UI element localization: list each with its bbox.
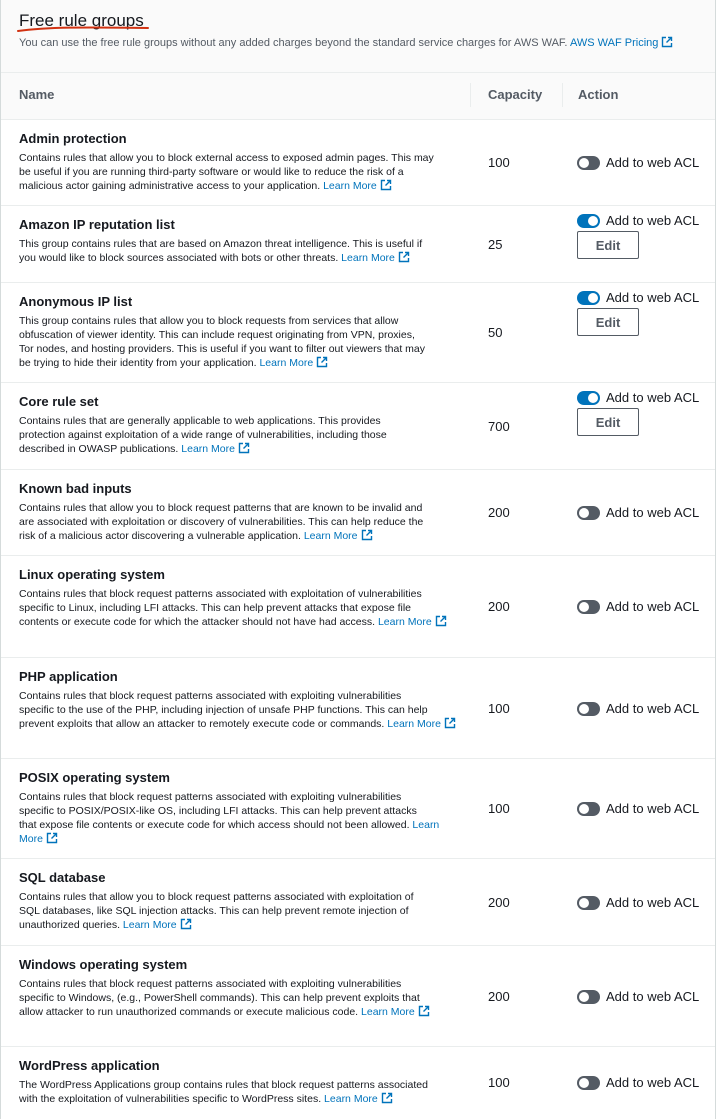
- aws-waf-pricing-link-text: AWS WAF Pricing: [569, 37, 659, 49]
- toggle-knob: [579, 704, 589, 714]
- learn-more-link[interactable]: [259, 357, 328, 369]
- external-link-icon: [238, 442, 250, 454]
- capacity-value: 100: [488, 801, 510, 816]
- add-to-web-acl-toggle[interactable]: [577, 702, 600, 716]
- description-line: Contains rules that allow you to block request patterns associated with exploitation of: [19, 891, 414, 903]
- table-row: [1, 946, 715, 1047]
- column-header-name[interactable]: Name: [19, 87, 55, 102]
- external-link-icon: [661, 36, 673, 48]
- table-row: [1, 206, 715, 283]
- edit-button[interactable]: Edit: [577, 231, 639, 259]
- learn-more-text: Learn More: [361, 1006, 415, 1018]
- rule-group-description: [19, 314, 459, 370]
- learn-more-link[interactable]: [387, 718, 456, 730]
- rule-group-description: [19, 587, 459, 629]
- capacity-value: 100: [488, 700, 510, 716]
- toggle-knob: [579, 158, 589, 168]
- learn-more-text: Learn More: [387, 718, 441, 730]
- add-to-web-acl-label[interactable]: Add to web ACL: [606, 290, 700, 305]
- add-to-web-acl-label[interactable]: Add to web ACL: [606, 1074, 700, 1090]
- add-to-web-acl-label[interactable]: Add to web ACL: [606, 155, 700, 170]
- learn-more-text: Learn More: [259, 357, 314, 369]
- add-to-web-acl-toggle[interactable]: [577, 896, 600, 910]
- toggle-knob: [579, 508, 589, 518]
- rule-group-name: Known bad inputs: [19, 481, 132, 496]
- learn-more-text: Learn More: [323, 180, 377, 192]
- add-to-web-acl-label[interactable]: Add to web ACL: [606, 390, 700, 405]
- description-line: contents or execute code for which the attacker should not have had access. Learn More: [19, 615, 459, 629]
- description-line: obfuscation of viewer identity. This can include request originating from VPN, proxies,: [19, 329, 415, 341]
- description-line: specific to Windows, (e.g., PowerShell commands). This can help prevent exploits that: [19, 992, 420, 1004]
- table-row: [1, 1047, 715, 1118]
- add-to-web-acl-toggle[interactable]: [577, 990, 600, 1004]
- description-line: unauthorized queries. Learn More: [19, 918, 459, 932]
- capacity-value: 100: [488, 1074, 510, 1090]
- rule-group-description: [19, 1078, 459, 1106]
- description-line: Tor nodes, and hosting providers. This is useful if you want to filter out viewers that may: [19, 343, 426, 355]
- add-to-web-acl-toggle[interactable]: [577, 291, 600, 305]
- learn-more-text: Learn More: [324, 1093, 378, 1105]
- edit-button[interactable]: Edit: [577, 308, 639, 336]
- add-to-web-acl-toggle[interactable]: [577, 506, 600, 520]
- rule-group-description: [19, 689, 459, 731]
- description-line: prevent exploits that allow an attacker to remotely execute code or commands. Learn More: [19, 717, 459, 731]
- external-link-icon: [180, 918, 192, 930]
- external-link-icon: [46, 832, 58, 844]
- rule-group-name: Linux operating system: [19, 567, 165, 582]
- learn-more-text: Learn More: [181, 443, 235, 455]
- rule-group-name: PHP application: [19, 669, 118, 684]
- learn-more-text: Learn More: [377, 616, 432, 628]
- rule-group-description: [19, 890, 459, 932]
- rule-group-description: [19, 790, 459, 846]
- edit-button[interactable]: Edit: [577, 408, 639, 436]
- rule-group-description: [19, 414, 459, 456]
- description-line: Contains rules that block request patterns associated with exploitation of vulnerabilities: [19, 588, 422, 600]
- capacity-value: 25: [488, 236, 503, 252]
- capacity-value: 50: [488, 325, 503, 340]
- rule-group-description: [19, 151, 459, 193]
- add-to-web-acl-label[interactable]: Add to web ACL: [606, 599, 700, 614]
- rule-group-description: [19, 977, 459, 1019]
- table-row: [1, 556, 715, 658]
- rule-group-name: POSIX operating system: [19, 770, 170, 785]
- toggle-knob: [579, 602, 589, 612]
- learn-more-text: Learn More: [303, 530, 358, 542]
- capacity-value: 700: [488, 418, 510, 434]
- add-to-web-acl-toggle[interactable]: [577, 391, 600, 405]
- description-line: you would like to block sources associated with bots or other threats. Learn More: [19, 251, 459, 265]
- add-to-web-acl-toggle[interactable]: [577, 600, 600, 614]
- description-line: specific to POSIX/POSIX-like OS, including LFI attacks. This can help prevent attacks: [19, 805, 417, 817]
- table-row: [1, 120, 715, 206]
- learn-more-link[interactable]: [324, 1093, 393, 1105]
- description-line: be useful if you are running third-party software or would like to reduce the risk of a: [19, 166, 404, 178]
- panel-title: Free rule groups: [19, 11, 144, 30]
- rule-group-name: Windows operating system: [19, 957, 188, 972]
- description-line: malicious actor gaining administrative access to your application. Learn More: [19, 179, 459, 193]
- add-to-web-acl-toggle[interactable]: [577, 1076, 600, 1090]
- column-header-action: Action: [578, 87, 619, 102]
- table-row: [1, 658, 715, 759]
- add-to-web-acl-label[interactable]: Add to web ACL: [606, 700, 700, 716]
- annotation-underline: [16, 23, 150, 35]
- rule-group-name: Admin protection: [19, 131, 127, 146]
- column-divider[interactable]: [562, 83, 563, 107]
- description-line: specific to Linux, including LFI attacks. This can help prevent attacks that expose file: [19, 602, 412, 614]
- capacity-value: 200: [488, 505, 510, 520]
- toggle-knob: [579, 1078, 589, 1088]
- toggle-knob: [579, 898, 589, 908]
- panel-description-text: You can use the free rule groups without any added charges beyond the standard service charges for AWS WAF.: [19, 37, 568, 49]
- add-to-web-acl-label[interactable]: Add to web ACL: [606, 801, 700, 816]
- description-line: Contains rules that block request patterns associated with exploiting vulnerabilities: [19, 978, 402, 990]
- panel-header: [1, 0, 715, 73]
- add-to-web-acl-label[interactable]: Add to web ACL: [606, 988, 700, 1004]
- description-line: Contains rules that block request patterns associated with exploiting vulnerabilities: [19, 690, 402, 702]
- add-to-web-acl-label[interactable]: Add to web ACL: [606, 505, 700, 520]
- add-to-web-acl-label[interactable]: Add to web ACL: [606, 213, 700, 228]
- column-divider[interactable]: [470, 83, 471, 107]
- learn-more-link[interactable]: [341, 252, 410, 264]
- description-line: Contains rules that block request patterns associated with exploiting vulnerabilities: [19, 791, 402, 803]
- external-link-icon: [435, 615, 447, 627]
- rule-group-name: WordPress application: [19, 1058, 160, 1073]
- capacity-value: 100: [488, 155, 510, 170]
- toggle-knob: [579, 804, 589, 814]
- description-line: This group contains rules that allow you to block requests from services that allow: [19, 315, 399, 327]
- description-line: specific to the use of the PHP, including injection of unsafe PHP functions. This can help: [19, 704, 428, 716]
- panel-description: [19, 36, 697, 50]
- toggle-knob: [588, 216, 598, 226]
- capacity-value: 200: [488, 988, 510, 1004]
- learn-more-link[interactable]: [181, 443, 250, 455]
- external-link-icon: [444, 717, 456, 729]
- learn-more-text: Learn More: [19, 819, 440, 845]
- rule-group-name: Core rule set: [19, 394, 99, 409]
- capacity-value: 200: [488, 599, 510, 614]
- learn-more-link[interactable]: [323, 180, 392, 192]
- add-to-web-acl-toggle[interactable]: [577, 214, 600, 228]
- description-line: described in OWASP publications. Learn More: [19, 442, 459, 456]
- toggle-knob: [579, 992, 589, 1002]
- table-row: [1, 283, 715, 383]
- description-line: allow attacker to run unauthorized commands or execute malicious code. Learn More: [19, 1005, 459, 1019]
- external-link-icon: [316, 356, 328, 368]
- column-header-capacity[interactable]: Capacity: [488, 87, 543, 102]
- rule-group-description: [19, 501, 459, 543]
- toggle-knob: [588, 393, 598, 403]
- aws-waf-pricing-link[interactable]: [570, 37, 673, 49]
- toggle-knob: [588, 293, 598, 303]
- capacity-value: 200: [488, 894, 510, 910]
- learn-more-link[interactable]: [123, 919, 192, 931]
- rule-group-name: SQL database: [19, 870, 106, 885]
- rule-group-name: Amazon IP reputation list: [19, 217, 175, 232]
- external-link-icon: [398, 251, 410, 263]
- description-line: be trying to hide their identity from your application. Learn More: [19, 356, 459, 370]
- description-line: with the exploitation of vulnerabilities specific to WordPress sites. Learn More: [19, 1092, 459, 1106]
- external-link-icon: [361, 529, 373, 541]
- description-line: This group contains rules that are based on Amazon threat intelligence. This is useful if: [19, 238, 423, 250]
- table-row: [1, 859, 715, 946]
- table-header: [1, 73, 715, 120]
- table-row: [1, 470, 715, 556]
- learn-more-link[interactable]: [361, 1006, 430, 1018]
- description-line: that expose file contents or execute code for which access should not been allowed. Learn More: [19, 819, 440, 845]
- description-line: protection against exploitation of a wide range of vulnerabilities, including those: [19, 429, 387, 441]
- table-row: [1, 759, 715, 859]
- description-line: The WordPress Applications group contains rules that block request patterns associated: [19, 1079, 428, 1091]
- external-link-icon: [418, 1005, 430, 1017]
- description-line: are associated with exploitation or discovery of vulnerabilities. This can help reduce the: [19, 516, 424, 528]
- description-line: Contains rules that are generally applicable to web applications. This provides: [19, 415, 381, 427]
- description-line: Contains rules that allow you to block external access to exposed admin pages. This may: [19, 152, 434, 164]
- external-link-icon: [380, 179, 392, 191]
- description-line: SQL databases, like SQL injection attacks. This can help prevent remote injection of: [19, 905, 409, 917]
- description-line: Contains rules that allow you to block request patterns that are known to be invalid and: [19, 502, 423, 514]
- add-to-web-acl-label[interactable]: Add to web ACL: [606, 894, 700, 910]
- learn-more-link[interactable]: [304, 530, 373, 542]
- add-to-web-acl-toggle[interactable]: [577, 156, 600, 170]
- learn-more-link[interactable]: [378, 616, 447, 628]
- add-to-web-acl-toggle[interactable]: [577, 802, 600, 816]
- external-link-icon: [381, 1092, 393, 1104]
- rule-group-description: [19, 237, 459, 265]
- learn-more-text: Learn More: [122, 919, 177, 931]
- description-line: risk of a malicious actor discovering a vulnerable application. Learn More: [19, 529, 459, 543]
- table-row: [1, 383, 715, 470]
- rule-group-name: Anonymous IP list: [19, 294, 133, 309]
- learn-more-link[interactable]: [19, 819, 439, 845]
- rule-group-table-body: [1, 120, 715, 1118]
- learn-more-text: Learn More: [341, 252, 395, 264]
